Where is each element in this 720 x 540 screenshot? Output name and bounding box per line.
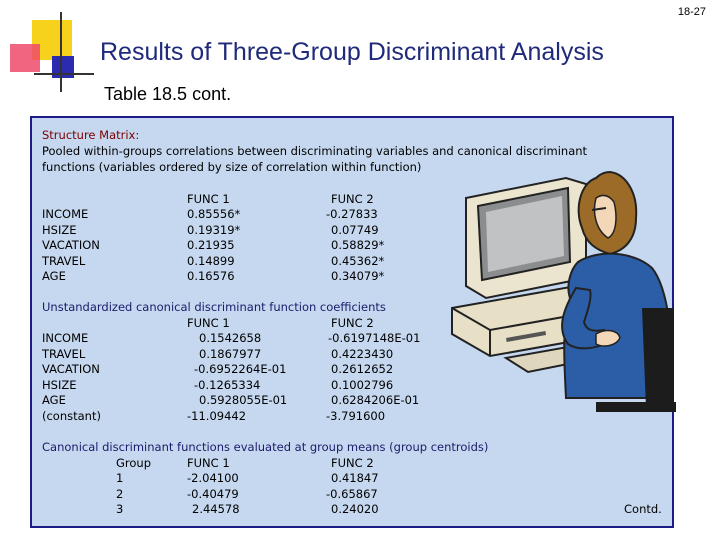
func1-value: -0.6952264E-01 [194, 362, 287, 376]
func1-value: 0.5928055E-01 [199, 393, 288, 407]
variable-label: AGE [42, 269, 66, 283]
func1-value: 0.1542658 [199, 331, 262, 345]
variable-label: VACATION [42, 362, 100, 376]
func2-value: 0.24020 [331, 502, 379, 516]
func1-value: 0.21935 [187, 238, 235, 252]
group-label: 3 [116, 502, 124, 516]
column-header: FUNC 1 [187, 192, 230, 206]
contd-label: Contd. [624, 502, 662, 516]
variable-label: TRAVEL [42, 347, 86, 361]
centroids-heading: Canonical discriminant functions evaluated at group means (group centroids) [42, 440, 489, 454]
corner-decoration [0, 0, 100, 100]
func1-value: 0.85556* [187, 207, 241, 221]
group-column-header: Group [116, 456, 152, 470]
func1-value: 2.44578 [192, 502, 240, 516]
pink-square [10, 44, 40, 72]
column-header: FUNC 2 [331, 456, 374, 470]
func2-value: -0.6197148E-01 [328, 331, 421, 345]
func1-value: 0.1867977 [199, 347, 262, 361]
slide-number: 18-27 [677, 6, 706, 18]
func2-value: -0.65867 [326, 487, 378, 501]
column-header: FUNC 2 [331, 192, 374, 206]
func1-value: -2.04100 [187, 471, 239, 485]
func2-value: -0.27833 [326, 207, 378, 221]
variable-label: HSIZE [42, 378, 77, 392]
func2-value: 0.1002796 [331, 378, 394, 392]
variable-label: AGE [42, 393, 66, 407]
func2-value: 0.45362* [331, 254, 385, 268]
variable-label: INCOME [42, 207, 89, 221]
person-at-computer-illustration [446, 158, 676, 418]
func1-value: 0.16576 [187, 269, 235, 283]
func2-value: 0.6284206E-01 [331, 393, 420, 407]
group-label: 1 [116, 471, 124, 485]
structure-matrix-description: Pooled within-groups correlations between discriminating variables and canonical discriminant [42, 144, 588, 158]
column-header: FUNC 1 [187, 456, 230, 470]
func2-value: 0.2612652 [331, 362, 394, 376]
structure-matrix-heading: Structure Matrix: [42, 128, 140, 142]
func2-value: -3.791600 [326, 409, 386, 423]
variable-label: VACATION [42, 238, 100, 252]
variable-label: (constant) [42, 409, 101, 423]
variable-label: HSIZE [42, 223, 77, 237]
column-header: FUNC 2 [331, 316, 374, 330]
func2-value: 0.58829* [331, 238, 385, 252]
structure-matrix-description: functions (variables ordered by size of correlation within function) [42, 160, 422, 174]
func2-value: 0.34079* [331, 269, 385, 283]
func1-value: -0.40479 [187, 487, 239, 501]
func2-value: 0.07749 [331, 223, 379, 237]
page-title: Results of Three-Group Discriminant Analysis [100, 38, 604, 66]
func1-value: -0.1265334 [194, 378, 261, 392]
horizontal-rule [34, 73, 94, 75]
variable-label: INCOME [42, 331, 89, 345]
vertical-rule [60, 12, 62, 92]
func1-value: 0.14899 [187, 254, 235, 268]
unstandardized-heading: Unstandardized canonical discriminant function coefficients [42, 300, 386, 314]
func2-value: 0.4223430 [331, 347, 394, 361]
group-label: 2 [116, 487, 124, 501]
page-subtitle: Table 18.5 cont. [104, 84, 232, 104]
func1-value: -11.09442 [187, 409, 247, 423]
func2-value: 0.41847 [331, 471, 379, 485]
variable-label: TRAVEL [42, 254, 86, 268]
column-header: FUNC 1 [187, 316, 230, 330]
func1-value: 0.19319* [187, 223, 241, 237]
